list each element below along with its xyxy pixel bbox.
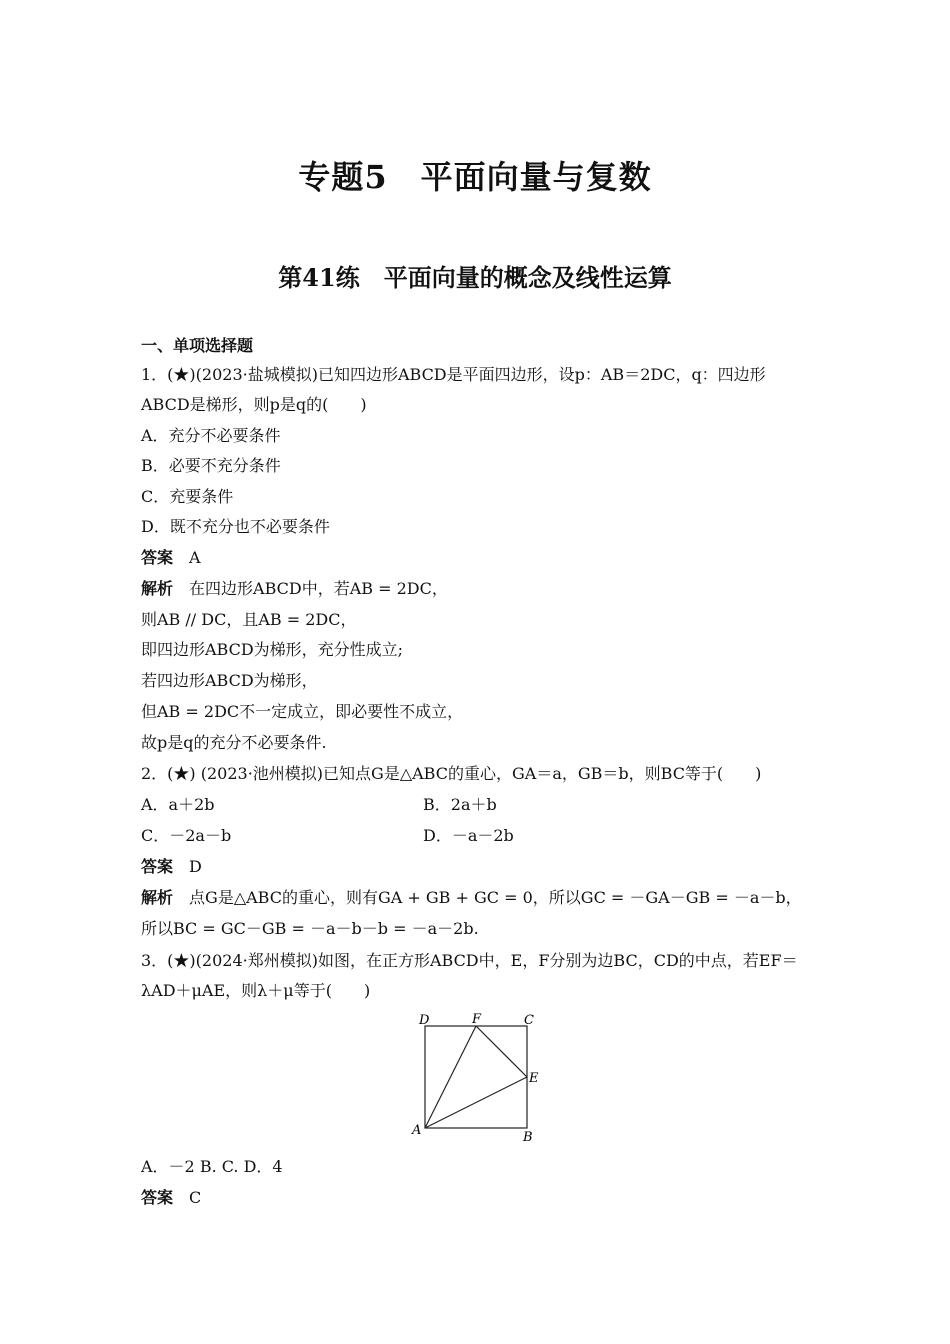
q1-stem-line1: 1．(★)(2023·盐城模拟)已知四边形ABCD是平面四边形，设p：AB＝2DC，q：四边形 <box>141 365 766 384</box>
q3-options: A．－2 B. C. D．4 <box>141 1157 283 1176</box>
q1-analysis-line2: 则AB // DC，且AB = 2DC， <box>141 610 357 629</box>
label-e: E <box>529 1071 539 1086</box>
q1-answer <box>141 547 821 569</box>
answer-value: D <box>189 857 202 876</box>
section-heading: 一、单项选择题 <box>141 336 254 355</box>
answer-label: 答案 <box>141 548 174 567</box>
answer-label: 答案 <box>141 857 174 876</box>
q3-stem-line2: λAD＋μAE，则λ＋μ等于( ) <box>141 981 371 1000</box>
answer-label: 答案 <box>141 1188 174 1207</box>
label-d: D <box>419 1013 430 1028</box>
q1-analysis-line5: 但AB = 2DC不一定成立，即必要性不成立， <box>141 702 464 721</box>
analysis-label: 解析 <box>141 888 174 907</box>
q2-options-row1 <box>141 794 821 816</box>
q3-stem-line1: 3．(★)(2024·郑州模拟)如图，在正方形ABCD中，E，F分别为边BC，CD的中点，若EF＝ <box>141 951 798 970</box>
label-f: F <box>472 1012 482 1027</box>
analysis-label: 解析 <box>141 579 174 598</box>
q2-option-b: B．2a＋b <box>423 795 497 814</box>
q2-answer <box>141 856 821 878</box>
square-abcd-figure <box>410 1010 545 1145</box>
q2-option-d: D．－a－2b <box>423 826 514 845</box>
q1-option-d: D．既不充分也不必要条件 <box>141 517 330 536</box>
q1-option-c: C．充要条件 <box>141 487 234 506</box>
answer-value: A <box>189 548 201 567</box>
analysis-text: 在四边形ABCD中，若AB = 2DC， <box>189 579 448 598</box>
answer-value: C <box>189 1188 202 1207</box>
q2-options-row2 <box>141 825 821 847</box>
segment-ef <box>476 1026 527 1077</box>
chapter-title: 专题5 平面向量与复数 <box>298 158 652 196</box>
q2-analysis-line1 <box>141 887 821 909</box>
q2-analysis-line2: 所以BC = GC－GB = －a－b－b = －a－2b. <box>141 919 479 938</box>
q1-option-a: A．充分不必要条件 <box>141 426 281 445</box>
q2-option-a: A．a＋2b <box>141 795 215 814</box>
q3-answer <box>141 1187 821 1209</box>
lesson-title: 第41练 平面向量的概念及线性运算 <box>278 263 672 292</box>
q2-option-c: C．－2a－b <box>141 826 232 845</box>
label-c: C <box>524 1013 534 1028</box>
analysis-text: 点G是△ABC的重心，则有GA + GB + GC = 0，所以GC = －GA－GB = －a－b， <box>189 888 802 907</box>
q1-option-b: B．必要不充分条件 <box>141 456 281 475</box>
label-a: A <box>412 1123 422 1138</box>
segment-af <box>425 1026 476 1128</box>
q1-stem-line2: ABCD是梯形，则p是q的( ) <box>141 395 367 414</box>
segment-ae <box>425 1077 527 1128</box>
q1-analysis-line6: 故p是q的充分不必要条件. <box>141 733 327 752</box>
label-b: B <box>523 1130 533 1145</box>
square-outline <box>425 1026 527 1128</box>
q1-analysis-line3: 即四边形ABCD为梯形，充分性成立; <box>141 640 404 659</box>
q1-analysis-line1 <box>141 578 821 600</box>
q1-analysis-line4: 若四边形ABCD为梯形， <box>141 671 318 690</box>
q2-stem-line1: 2．(★) (2023·池州模拟)已知点G是△ABC的重心，GA＝a，GB＝b，则BC等于( ) <box>141 764 762 783</box>
